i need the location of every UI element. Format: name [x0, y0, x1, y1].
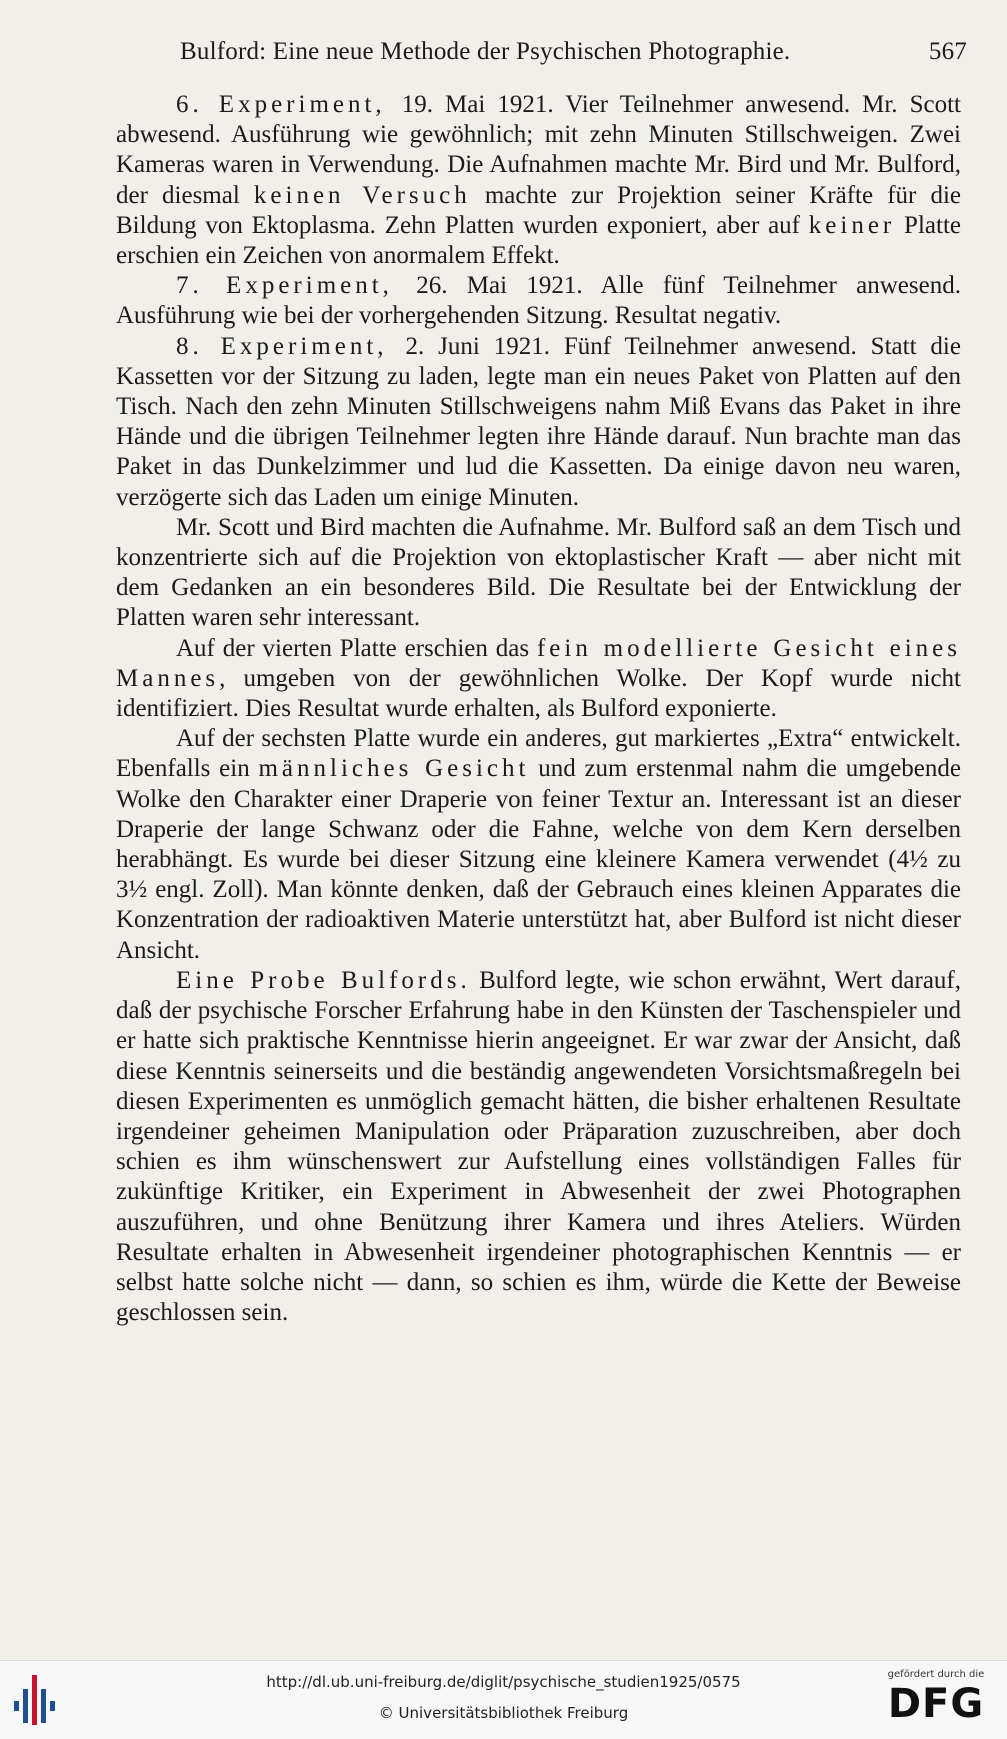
page-number: 567 — [928, 38, 967, 65]
text-run: Mr. Scott und Bird machten die Aufnahme. Mr. Bulford saß an dem Tisch und konzentrierte sich auf die Projektion von ektoplastischer Kraft — aber nicht mit dem Gedanken an ein besonderes Bild. Die Resultate bei der Entwicklung der Platten waren sehr interessant. — [116, 513, 961, 632]
text-run: Platte erschien ein Zeichen von anormalem Effekt. — [116, 211, 961, 270]
text-run: 19. Mai 1921. Vier Teilnehmer anwesend. Mr. Scott abwesend. Ausführung wie gewöhnlich; mit zehn Minuten Stillschweigen. Zwei Kameras waren in Verwendung. Die Aufnahmen machte Mr. Bird und Mr. Bulford, der diesmal — [116, 91, 961, 209]
text-run: machte zur Projektion seiner Kräfte für die Bildung von Ektoplasma. Zehn Platten wurden exponiert, aber auf — [116, 181, 961, 239]
text-run: 6. Experiment, — [176, 91, 402, 118]
text-run: 26. Mai 1921. Alle fünf Teilnehmer anwesend. Ausführung wie bei der vorhergehenden Sitzung. Resultat negativ. — [116, 272, 961, 330]
text-run: 7. Experiment, — [176, 272, 417, 300]
text-run: fein modellierte Gesicht eines Mannes — [116, 634, 961, 692]
text-run: Auf der sechsten Platte wurde ein anderes, gut markiertes „Extra“ entwickelt. Ebenfalls ein — [116, 725, 961, 783]
text-run: und zum erstenmal nahm die umgebende Wolke den Charakter einer Draperie von feiner Textur an. Interessant ist an dieser Draperie der lange Schwanz oder die Fahne, welche von dem Kern derselben herabhängt. Es wurde bei dieser Sitzung eine kleinere Kamera verwendet (4½ zu 3½ engl. Zoll). Man könnte denken, daß der Gebrauch eines kleinen Apparates die Konzentration der radioaktiven Materie unterstützt hat, aber Bulford ist nicht dieser Ansicht. — [116, 755, 962, 964]
dfg-logo-text: DFG — [887, 1681, 985, 1727]
running-title: Bulford: Eine neue Methode der Psychischen Photographie. — [180, 38, 791, 65]
text-run: 2. Juni 1921. Fünf Teilnehmer anwesend. Statt die Kassetten vor der Sitzung zu laden, legte man ein neues Paket von Platten auf den Tisch. Nach den zehn Minuten Stillschweigens nahm Miß Evans das Paket in ihre Hände und die übrigen Teilnehmer legten ihre Hände darauf. Nun brachte man das Paket in das Dunkelzimmer und lud die Kassetten. Da einige davon neu waren, verzögerte sich das Laden um einige Minuten. — [116, 332, 961, 511]
text-run: 8. Experiment, — [176, 332, 406, 360]
text-run: männliches Gesicht — [258, 755, 530, 783]
sponsor-caption: gefördert durch die — [887, 1669, 985, 1680]
permalink-url[interactable]: http://dl.ub.uni-freiburg.de/diglit/psychische_studien1925/0575 — [266, 1673, 741, 1691]
text-run: keiner — [808, 211, 896, 239]
text-run: keinen Versuch — [253, 181, 471, 209]
text-run: Auf der vierten Platte erschien das — [176, 634, 537, 662]
body-text — [116, 90, 961, 1328]
text-run: Eine Probe Bulfords. — [176, 966, 471, 994]
paragraph-experiment-7 — [116, 271, 961, 331]
dfg-logo — [881, 1669, 991, 1733]
paragraph-bulford-test — [116, 966, 961, 1328]
copyright-notice: © Universitätsbibliothek Freiburg — [378, 1704, 629, 1722]
text-run: Bulford legte, wie schon erwähnt, Wert darauf, daß der psychische Forscher Erfahrung habe in den Künsten der Taschenspieler und er hatte sich praktische Kenntnisse hierin angeeignet. Er war zwar der Ansicht, daß diese Kenntnis seinerseits und die beständig angewendeten Vorsichtsmaßregeln bei diesen Experimenten es unmöglich gemacht hätten, die bisher erhaltenen Resultate irgendeiner geheimen Manipulation oder Präparation zuzuschreiben, aber doch schien es ihm wünschenswert zur Aufstellung eines vollständigen Falles für zukünftige Kritiker, ein Experiment in Abwesenheit der zwei Photographen auszuführen, und ohne Benützung ihrer Kamera und ihres Ateliers. Würden Resultate erhalten in Abwesenheit irgendeiner photographischen Kenntnis — er selbst hatte solche nicht — dann, so schien es ihm, würde die Kette der Beweise geschlossen sein. — [116, 966, 961, 1327]
paragraph-sixth-plate — [116, 724, 961, 966]
paragraph-fourth-plate — [116, 634, 961, 725]
text-run: , umgeben von der gewöhnlichen Wolke. Der Kopf wurde nicht identifiziert. Dies Resultat wurde erhalten, als Bulford exponierte. — [116, 664, 961, 723]
viewer-footer — [0, 1660, 1007, 1739]
paragraph-scott-bird — [116, 513, 961, 634]
running-header — [180, 38, 967, 72]
paragraph-experiment-8 — [116, 332, 961, 513]
paragraph-experiment-6 — [116, 90, 961, 271]
